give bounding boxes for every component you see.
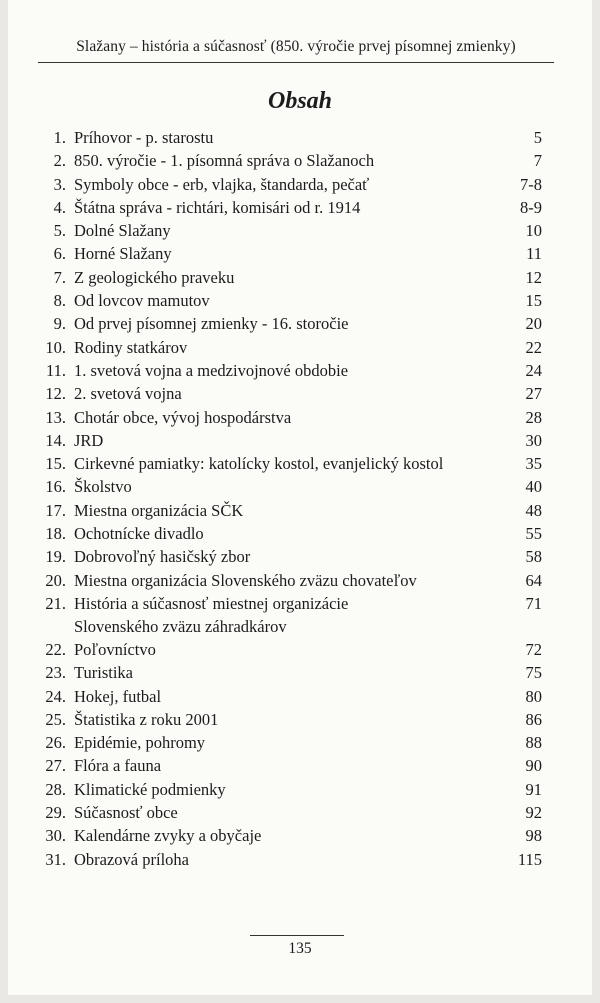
toc-entry [8, 848, 592, 871]
toc-entry [8, 569, 592, 592]
toc-entry-title: Cirkevné pamiatky: katolícky kostol, evanjelický kostol [74, 454, 444, 474]
toc-entry-page: 24 [525, 360, 542, 380]
toc-entry-number: 13. [45, 407, 66, 427]
toc-entry-title: Od prvej písomnej zmienky - 16. storočie [74, 314, 349, 334]
toc-entry-title: Klimatické podmienky [74, 779, 226, 799]
toc-entry [8, 359, 592, 382]
toc-entry-page: 40 [525, 477, 542, 497]
toc-entry-number: 7. [53, 267, 66, 287]
toc-entry [8, 126, 592, 149]
toc-entry-number: 12. [45, 384, 66, 404]
toc-entry-page: 80 [525, 686, 542, 706]
toc-entry [8, 429, 592, 452]
toc-entry-page: 7 [533, 151, 542, 171]
toc-entry-number: 26. [45, 733, 66, 753]
toc-entry-number: 16. [45, 477, 66, 497]
toc-heading: Obsah [267, 88, 333, 114]
toc-entry-number: 1. [53, 128, 66, 147]
toc-entry-number: 2. [53, 151, 66, 171]
toc-entry-number: 28. [45, 779, 66, 799]
toc-entry-number: 6. [53, 244, 66, 264]
toc-entry [8, 336, 592, 359]
toc-entry-number: 18. [45, 524, 66, 544]
toc-entry [8, 242, 592, 265]
toc-entry-page: 64 [525, 570, 542, 590]
toc-entry-number: 8. [53, 291, 66, 311]
toc-entry [8, 592, 592, 638]
toc-entry-title: Štátna správa - richtári, komisári od r. 1914 [74, 197, 361, 217]
toc-entry [8, 638, 592, 661]
toc-entry-page: 55 [525, 524, 542, 544]
toc-entry [8, 382, 592, 405]
toc-entry-title: Z geologického praveku [74, 267, 235, 287]
toc-entry-title: Od lovcov mamutov [74, 291, 210, 311]
toc-entry-title: 850. výročie - 1. písomná správa o Slažanoch [74, 151, 375, 171]
toc-entry-page: 12 [525, 267, 542, 287]
toc-entry-page: 75 [525, 663, 542, 683]
toc-entry-page: 30 [525, 430, 542, 450]
toc-entry-page: 92 [525, 803, 542, 823]
toc-entry [8, 778, 592, 801]
toc-entry-number: 27. [45, 756, 66, 776]
toc-entry-title: Miestna organizácia Slovenského zväzu chovateľov [74, 570, 417, 590]
toc-entry-page: 20 [525, 314, 542, 334]
toc-entry [8, 522, 592, 545]
toc-entry-title: Obrazová príloha [74, 849, 189, 869]
toc-entry [8, 661, 592, 684]
toc-entry-page: 8-9 [520, 197, 542, 217]
toc-entry-title: Dolné Slažany [74, 221, 171, 241]
toc-entry-title: Dobrovoľný hasičský zbor [74, 547, 251, 567]
toc-entry-page: 115 [517, 849, 542, 869]
toc-entry-number: 15. [45, 454, 66, 474]
toc-entry-page: 71 [525, 593, 542, 613]
toc-entry [8, 266, 592, 289]
toc-entry-number: 23. [45, 663, 66, 683]
toc-entry [8, 219, 592, 242]
toc-entry-number: 25. [45, 709, 66, 729]
toc-entry-number: 9. [53, 314, 66, 334]
toc-entry [8, 731, 592, 754]
toc-entry-title-continued: Slovenského zväzu záhradkárov [74, 617, 287, 637]
toc-entry-title: 1. svetová vojna a medzivojnové obdobie [74, 360, 349, 380]
book-page [8, 0, 592, 995]
toc-entry [8, 824, 592, 847]
toc-entry-page: 58 [525, 547, 542, 567]
toc-entry-title: Horné Slažany [74, 244, 172, 264]
toc-entry-page: 88 [525, 733, 542, 753]
toc-entry-page: 22 [525, 337, 542, 357]
toc-entry-number: 10. [45, 337, 66, 357]
toc-entry-page: 7-8 [520, 174, 542, 194]
toc-entry-number: 30. [45, 826, 66, 846]
toc-entry-number: 3. [53, 174, 66, 194]
toc-entry-number: 24. [45, 686, 66, 706]
toc-entry-number: 17. [45, 500, 66, 520]
toc-entry-title: 2. svetová vojna [74, 384, 182, 404]
toc-entry [8, 312, 592, 335]
toc-entry-title: Štatistika z roku 2001 [74, 709, 219, 729]
toc-entry [8, 499, 592, 522]
toc-entry-title: Symboly obce - erb, vlajka, štandarda, pečať [74, 174, 370, 194]
toc-entry-page: 11 [526, 244, 542, 264]
toc-entry-number: 19. [45, 547, 66, 567]
toc-entry-number: 5. [53, 221, 66, 241]
toc-entry-page: 90 [525, 756, 542, 776]
toc-entry-title: Chotár obce, vývoj hospodárstva [74, 407, 292, 427]
toc-entry-number: 4. [53, 197, 66, 217]
footer-rule [250, 935, 344, 936]
toc-entry [8, 545, 592, 568]
toc-entry-page: 5 [533, 128, 542, 147]
toc-entry-title: Epidémie, pohromy [74, 733, 206, 753]
running-header: Slažany – história a súčasnosť (850. výročie prvej písomnej zmienky) [76, 38, 516, 55]
table-of-contents [8, 126, 592, 871]
toc-entry-title: Súčasnosť obce [74, 803, 178, 823]
toc-entry [8, 452, 592, 475]
toc-entry-page: 98 [525, 826, 542, 846]
toc-entry-page: 27 [525, 384, 542, 404]
toc-entry [8, 406, 592, 429]
toc-entry [8, 475, 592, 498]
toc-entry-number: 22. [45, 639, 66, 659]
toc-entry-page: 91 [525, 779, 542, 799]
toc-entry [8, 685, 592, 708]
toc-entry-title: Kalendárne zvyky a obyčaje [74, 826, 262, 846]
toc-entry-page: 15 [525, 291, 542, 311]
toc-entry-page: 48 [525, 500, 542, 520]
toc-entry-number: 31. [45, 849, 66, 869]
toc-entry-title: Školstvo [74, 477, 132, 497]
toc-entry-page: 35 [525, 454, 542, 474]
toc-entry-title: Ochotnícke divadlo [74, 524, 204, 544]
toc-entry-number: 11. [45, 360, 66, 380]
toc-entry-title: Flóra a fauna [74, 756, 162, 776]
toc-entry-number: 29. [45, 803, 66, 823]
toc-entry [8, 149, 592, 172]
toc-entry-title: Turistika [74, 663, 133, 683]
toc-entry-title: JRD [74, 430, 104, 450]
toc-entry [8, 801, 592, 824]
header-rule [38, 62, 554, 63]
toc-entry-page: 72 [525, 639, 542, 659]
toc-entry-number: 14. [45, 430, 66, 450]
toc-entry-title: História a súčasnosť miestnej organizácie [74, 593, 349, 613]
toc-entry-title: Príhovor - p. starostu [74, 128, 214, 147]
toc-entry [8, 196, 592, 219]
toc-entry-page: 86 [525, 709, 542, 729]
toc-entry-page: 28 [525, 407, 542, 427]
toc-entry-number: 21. [45, 593, 66, 613]
toc-entry [8, 754, 592, 777]
toc-entry-title: Hokej, futbal [74, 686, 162, 706]
toc-entry-title: Poľovníctvo [74, 639, 156, 659]
toc-entry [8, 289, 592, 312]
toc-entry [8, 173, 592, 196]
toc-entry-page: 10 [525, 221, 542, 241]
toc-entry [8, 708, 592, 731]
toc-entry-number: 20. [45, 570, 66, 590]
page-number: 135 [288, 940, 312, 957]
toc-entry-title: Rodiny statkárov [74, 337, 188, 357]
toc-entry-title: Miestna organizácia SČK [74, 500, 244, 520]
